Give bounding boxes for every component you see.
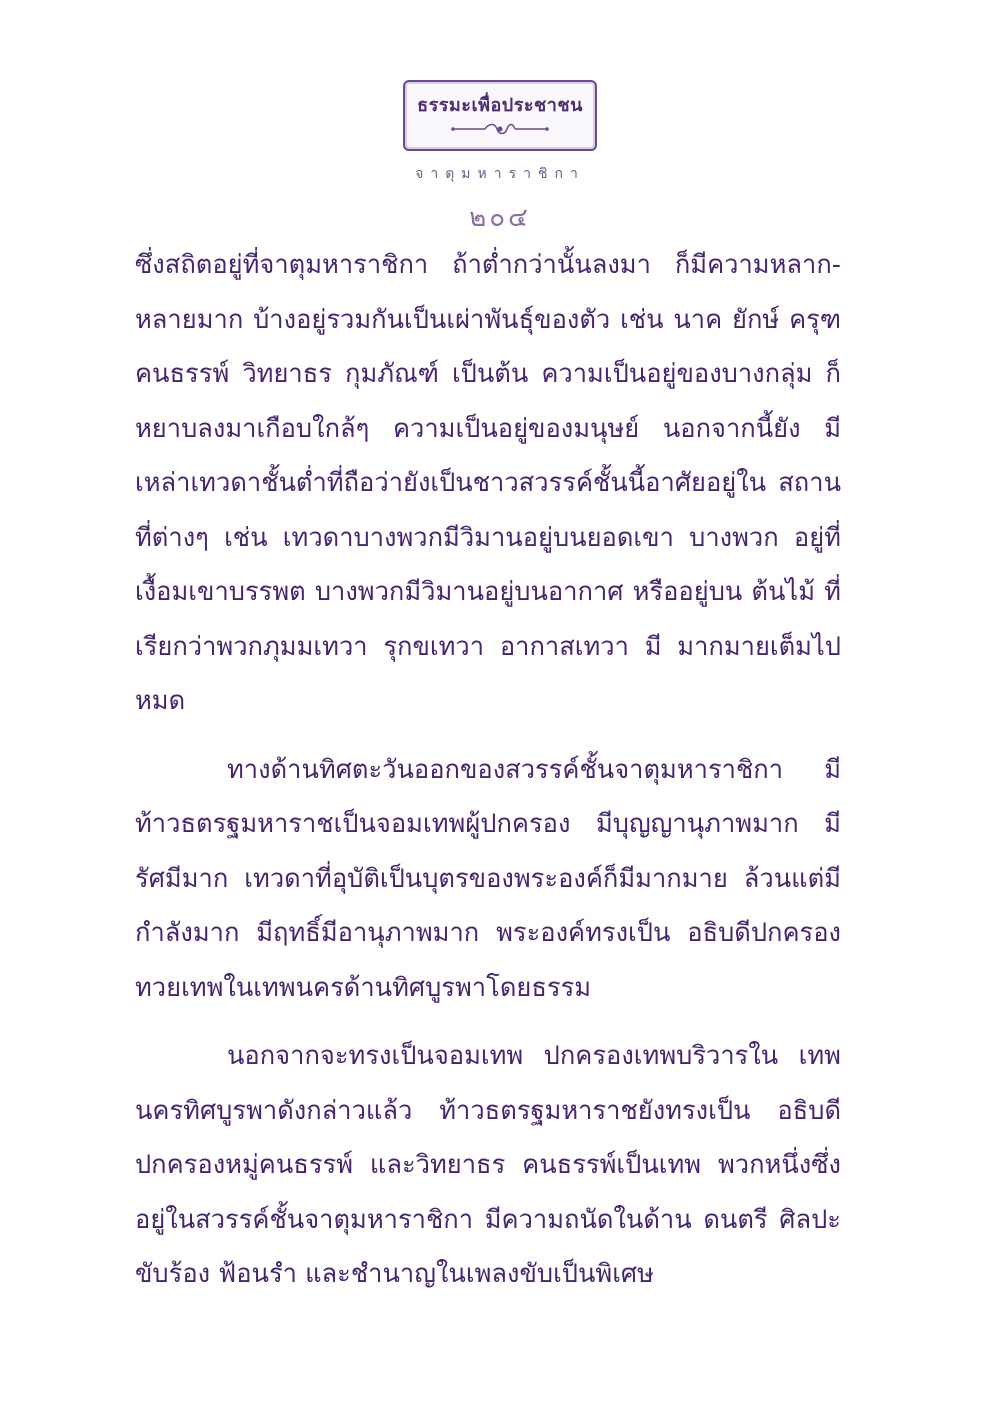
page-number: ๒๐๔ bbox=[469, 203, 531, 233]
paragraph-3-text: นอกจากจะทรงเป็นจอมเทพ ปกครองเทพบริวารใน เทพนครทิศบูรพาดังกล่าวแล้ว ท้าวธตรฐมหาราชยังทรงเป็น อธิบดีปกครองหมู่คนธรรพ์ และวิทยาธร คนธรรพ์เป็นเทพ พวกหนึ่งซึ่งอยู่ในสวรรค์ชั้นจาตุมหาราชิกา มีความถนัดในด้าน ดนตรี ศิลปะ ขับร้อง ฟ้อนรำ และชำนาญในเพลงขับเป็นพิเศษ bbox=[135, 1041, 841, 1289]
book-logo bbox=[403, 80, 597, 151]
page-header bbox=[0, 80, 1000, 238]
logo-title: ธรรมะเพื่อประชาชน bbox=[417, 95, 583, 116]
paragraph-1-text: ซึ่งสถิตอยู่ที่จาตุมหาราชิกา ถ้าต่ำกว่านั้นลงมา ก็มีความหลาก-หลายมาก บ้างอยู่รวมกันเป็นเผ่าพันธุ์ของตัว เช่น นาค ยักษ์ ครุฑ คนธรรพ์ วิทยาธร กุมภัณฑ์ เป็นต้น ความเป็นอยู่ของบางกลุ่ม ก็หยาบลงมาเกือบใกล้ๆ ความเป็นอยู่ของมนุษย์ นอกจากนี้ยัง มีเหล่าเทวดาชั้นต่ำที่ถือว่ายังเป็นชาวสวรรค์ชั้นนี้อาศัยอยู่ใน สถานที่ต่างๆ เช่น เทวดาบางพวกมีวิมานอยู่บนยอดเขา บางพวก อยู่ที่เงื้อมเขาบรรพต บางพวกมีวิมานอยู่บนอากาศ หรืออยู่บน ต้นไม้ ที่เรียกว่าพวกภุมมเทวา รุกขเทวา อากาสเทวา มี มากมายเต็มไปหมด bbox=[135, 250, 842, 716]
chapter-subtitle: จาตุมหาราชิกา bbox=[415, 166, 585, 182]
ornament-icon bbox=[445, 121, 555, 137]
paragraph-2 bbox=[135, 743, 841, 1016]
paragraph-2-text: ทางด้านทิศตะวันออกของสวรรค์ชั้นจาตุมหาราชิกา มีท้าวธตรฐมหาราชเป็นจอมเทพผู้ปกครอง มีบุญญานุภาพมาก มีรัศมีมาก เทวดาที่อุบัติเป็นบุตรของพระองค์ก็มีมากมาย ล้วนแต่มีกำลังมาก มีฤทธิ์มีอานุภาพมาก พระองค์ทรงเป็น อธิบดีปกครองทวยเทพในเทพนครด้านทิศบูรพาโดยธรรม bbox=[135, 754, 841, 1003]
paragraph-3 bbox=[135, 1029, 841, 1302]
paragraph-1 bbox=[135, 238, 841, 729]
body-text bbox=[135, 238, 841, 1316]
